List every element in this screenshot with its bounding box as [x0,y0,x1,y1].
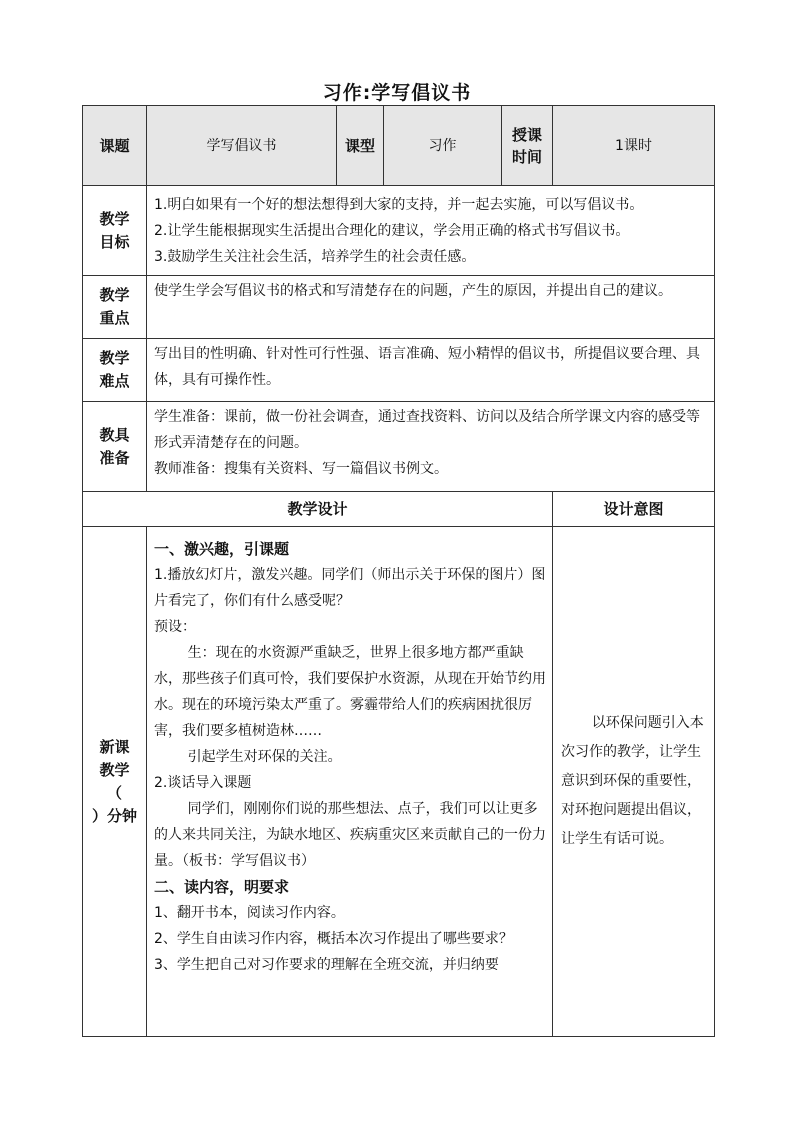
materials-row [83,402,715,492]
materials-text [147,402,715,492]
goals-label-line2: 目标 [99,232,130,251]
lesson-line: 同学们，刚刚你们说的那些想法、点子，我们可以让更多的人来共同关注，为缺水地区、疾病重灾区来贡献自己的一份力量。（板书：学写倡议书） [154,801,546,869]
lesson-line: 生：现在的水资源严重缺乏，世界上很多地方都严重缺水，那些孩子们真可怜，我们要保护水资源，从现在开始节约用水。现在的环境污染太严重了。雾霾带给人们的疾病困扰很厉害，我们要多植树造林…… [154,645,546,739]
goals-label [83,186,147,276]
lesson-line: 2、学生自由读习作内容，概括本次习作提出了哪些要求？ [154,931,513,947]
teacher-prep: 教师准备：搜集有关资料、写一篇倡议书例文。 [154,461,448,477]
goals-label-line1: 教学 [99,209,130,228]
lesson-plan-table [82,105,715,1037]
goal-item: 2.让学生能根据现实生活提出合理化的建议，学会用正确的格式书写倡议书。 [154,222,630,239]
goal-item: 3.鼓励学生关注社会生活，培养学生的社会责任感。 [154,248,476,265]
materials-label-line2: 准备 [99,448,130,467]
topic-value: 学写倡议书 [147,106,337,186]
difficulties-row [83,339,715,402]
materials-label-line1: 教具 [99,425,130,444]
type-value: 习作 [384,106,502,186]
design-column-header: 教学设计 [83,492,553,527]
new-lesson-label-line4: ）分钟 [91,806,137,825]
materials-label [83,402,147,492]
topic-label: 课题 [83,106,147,186]
student-prep: 学生准备：课前，做一份社会调查，通过查找资料、访问以及结合所学课文内容的感受等形式弄清楚存在的问题。 [154,409,700,451]
new-lesson-row [83,527,715,1037]
design-header-row [83,492,715,527]
section-heading: 一、激兴趣，引课题 [154,540,290,558]
header-row [83,106,715,186]
lesson-line: 引起学生对环保的关注。 [187,749,342,765]
new-lesson-label-line2: 教学 [99,760,130,779]
time-value: 1课时 [553,106,715,186]
lesson-line: 1.播放幻灯片，激发兴趣。同学们（师出示关于环保的图片）图片看完了，你们有什么感受呢？ [154,567,546,609]
design-intent-text: 以环保问题引入本次习作的教学，让学生意识到环保的重要性，对环抱问题提出倡议，让学生有话可说。 [553,527,715,1037]
difficulties-text: 写出目的性明确、针对性可行性强、语言准确、短小精悍的倡议书，所提倡议要合理、具体，具有可操作性。 [147,339,715,402]
difficulties-label-line2: 难点 [99,372,130,390]
key-points-label-line1: 教学 [99,286,130,304]
time-label [502,106,553,186]
key-points-label [83,276,147,339]
new-lesson-label-line1: 新课 [99,737,130,756]
new-lesson-content [147,527,553,1037]
page-title: 习作:学写倡议书 [322,82,472,104]
time-label-line1: 授课 [511,125,542,144]
difficulties-label [83,339,147,402]
goal-item: 1.明白如果有一个好的想法想得到大家的支持，并一起去实施，可以写倡议书。 [154,196,644,213]
lesson-line: 1、翻开书本，阅读习作内容。 [154,905,345,921]
key-points-row [83,276,715,339]
type-label: 课型 [337,106,384,186]
section-heading: 二、读内容，明要求 [154,878,290,896]
lesson-line: 3、学生把自己对习作要求的理解在全班交流，并归纳要 [154,957,499,973]
lesson-line: 预设： [154,619,196,635]
time-label-line2: 时间 [511,147,542,166]
new-lesson-label [83,527,147,1037]
intent-column-header: 设计意图 [553,492,715,527]
key-points-text: 使学生学会写倡议书的格式和写清楚存在的问题，产生的原因，并提出自己的建议。 [147,276,715,339]
goals-row [83,186,715,276]
goals-text [147,186,715,276]
lesson-line: 2.谈话导入课题 [154,775,252,791]
key-points-label-line2: 重点 [99,309,130,327]
difficulties-label-line1: 教学 [99,349,130,367]
new-lesson-label-line3: （ [106,783,122,802]
